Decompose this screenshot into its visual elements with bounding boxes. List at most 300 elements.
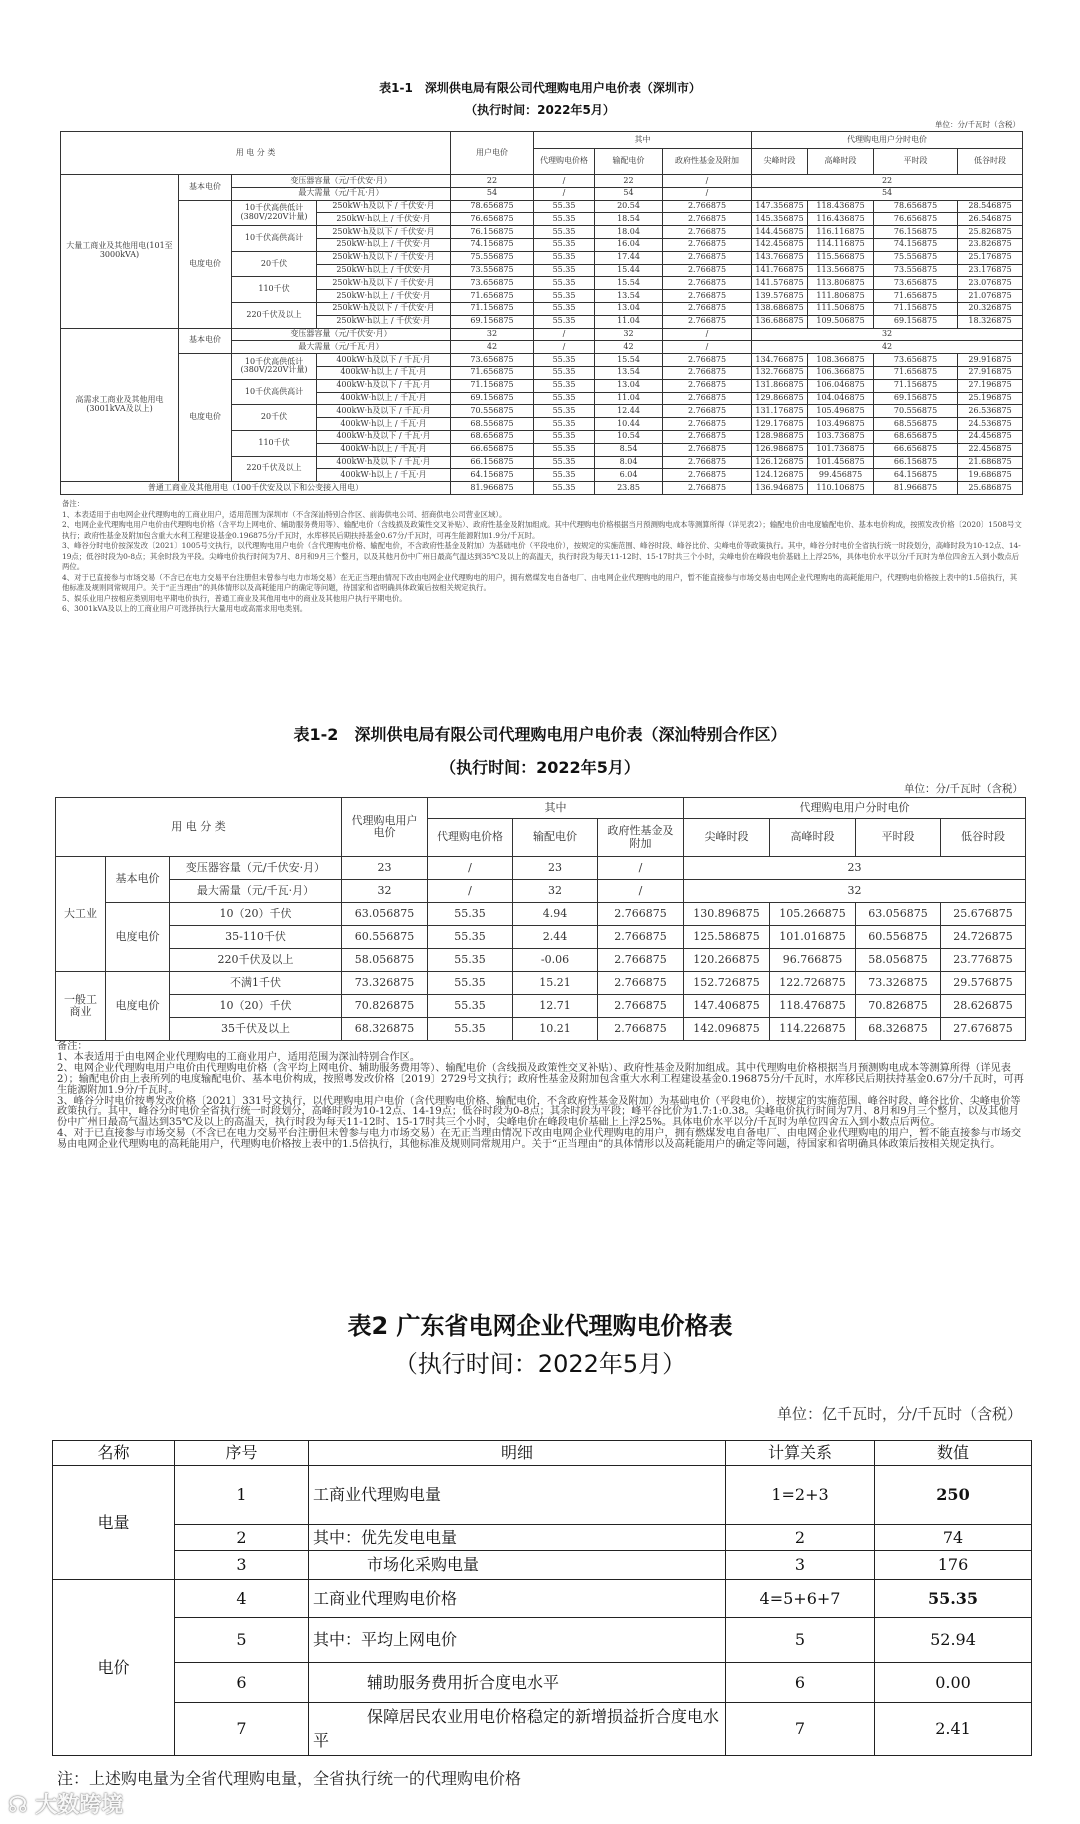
- tier-label: 250kW·h及以下 / 千伏安·月: [317, 200, 451, 213]
- row-detail: 其中：优先发电电量: [309, 1525, 726, 1551]
- table-row: [53, 1703, 1032, 1756]
- tou-price: 54: [752, 187, 1023, 200]
- watermark-icon: ☊: [8, 1793, 36, 1818]
- peak-price: 104.046875: [808, 392, 874, 405]
- peak-price: 116.116875: [808, 226, 874, 239]
- flat-price: 68.556875: [874, 418, 958, 431]
- basic-item-label: 变压器容量（元/千伏安·月）: [232, 328, 451, 341]
- row-number: 7: [175, 1703, 309, 1756]
- row-value: 55.35: [875, 1580, 1032, 1618]
- row-number: 3: [175, 1551, 309, 1580]
- energy-price-label: 电度电价: [106, 972, 170, 1041]
- agent-price: /: [534, 175, 595, 188]
- sharp-peak-price: 129.176875: [752, 418, 808, 431]
- table-1-1: [60, 131, 1023, 495]
- gov-fund: 2.766875: [663, 405, 752, 418]
- agent-price: 55.35: [534, 213, 595, 226]
- note-line: 2、电网企业代理购电用户电价由代理购电价格（含平均上网电价、辅助服务费用等）、输配电价（含线损及政策性交叉补贴）、政府性基金及附加组成。其中代理购电价格根据当月预测购电成本等测算所得（详见表2）；输配电价由上表所列的电度输配电价、基本电价构成，按照粤发改价格〔2019〕2729号文执行；政府性基金及附加包含重大水利工程建设基金0.196875分/千瓦时，水库移民后期扶持基金0.67分/千瓦时，可再生能源附加1.9分/千瓦时。: [57, 1062, 1024, 1096]
- transmission-price: 4.94: [513, 903, 598, 926]
- sharp-peak-price: 136.946875: [752, 482, 808, 495]
- voltage-label: 220千伏及以上: [232, 456, 317, 482]
- header-tou-group: 代理购电用户分时电价: [684, 798, 1026, 819]
- table-2-unit: 单位：亿千瓦时，分/千瓦时（含税）: [776, 1405, 1022, 1423]
- table-row: [61, 354, 1023, 367]
- valley-price: 27.916875: [958, 366, 1023, 379]
- header-gov-fund: 政府性基金及附加: [598, 819, 684, 857]
- user-price: 42: [451, 341, 534, 354]
- sharp-peak-price: 120.266875: [684, 949, 770, 972]
- watermark-logo: [8, 1788, 123, 1819]
- voltage-label: 10千伏高供低计 (380V/220V计量): [232, 354, 317, 380]
- row-calc: 7: [726, 1703, 875, 1756]
- row-calc: 4=5+6+7: [726, 1580, 875, 1618]
- tier-label: 250kW·h以上 / 千伏安·月: [317, 213, 451, 226]
- peak-price: 114.116875: [808, 238, 874, 251]
- tou-price: 42: [752, 341, 1023, 354]
- agent-price: 55.35: [534, 366, 595, 379]
- transmission-price: 6.04: [595, 469, 663, 482]
- valley-price: 26.546875: [958, 213, 1023, 226]
- table-row: [53, 1618, 1032, 1663]
- sharp-peak-price: 131.176875: [752, 405, 808, 418]
- valley-price: 23.776875: [941, 949, 1026, 972]
- peak-price: 111.506875: [808, 302, 874, 315]
- user-price: 68.326875: [342, 1018, 428, 1041]
- gov-fund: 2.766875: [663, 226, 752, 239]
- sharp-peak-price: 128.986875: [752, 430, 808, 443]
- row-value: 250: [875, 1466, 1032, 1525]
- tou-price: 23: [684, 857, 1026, 880]
- peak-price: 113.566875: [808, 264, 874, 277]
- watermark-text: 大数跨境: [35, 1793, 124, 1818]
- sharp-peak-price: 134.766875: [752, 354, 808, 367]
- gov-fund: 2.766875: [663, 302, 752, 315]
- gov-fund: 2.766875: [663, 482, 752, 495]
- tier-label: 250kW·h以上 / 千伏安·月: [317, 238, 451, 251]
- header-sharp-peak: 尖峰时段: [684, 819, 770, 857]
- gov-fund: 2.766875: [663, 277, 752, 290]
- basic-item-label: 变压器容量（元/千伏安·月）: [232, 175, 451, 188]
- peak-price: 96.766875: [770, 949, 856, 972]
- table-row: [56, 926, 1026, 949]
- sharp-peak-price: 142.096875: [684, 1018, 770, 1041]
- flat-price: 71.656875: [874, 290, 958, 303]
- valley-price: 24.536875: [958, 418, 1023, 431]
- user-price: 75.556875: [451, 251, 534, 264]
- note-line: 4、对于已直接参与市场交易（不含已在电力交易平台注册但未曾参与电力市场交易）在无正当理由情况下改由电网企业代理购电的用户，拥有燃煤发电自备电厂、由电网企业代理购电的用户，暂不能直接参与市场交易由电网企业代理购电的高耗能用户，代理购电价格按上表中的1.5倍执行，其他标准及规则同常规用户。关于“正当理由”的具体情形以及高耗能用户的确定等问题，待国家和省明确具体政策后按相关规定执行。: [57, 1128, 1022, 1151]
- row-detail: 工商业代理购电量: [309, 1466, 726, 1525]
- basic-price-label: 基本电价: [179, 328, 232, 354]
- table-1-2-unit: 单位：分/千瓦时（含税）: [903, 783, 1023, 795]
- valley-price: 26.536875: [958, 405, 1023, 418]
- basic-item-label: 最大需量（元/千瓦·月）: [232, 187, 451, 200]
- voltage-label: 110千伏: [232, 277, 317, 303]
- tier-label: 400kW·h以上 / 千瓦·月: [317, 443, 451, 456]
- transmission-price: 18.04: [595, 226, 663, 239]
- user-price: 74.156875: [451, 238, 534, 251]
- flat-price: 76.656875: [874, 213, 958, 226]
- gov-fund: 2.766875: [663, 469, 752, 482]
- sharp-peak-price: 143.766875: [752, 251, 808, 264]
- transmission-price: 32: [595, 328, 663, 341]
- user-price: 73.656875: [451, 354, 534, 367]
- gov-fund: /: [663, 175, 752, 188]
- table-row: [53, 1551, 1032, 1580]
- flat-price: 66.656875: [874, 443, 958, 456]
- flat-price: 66.156875: [874, 456, 958, 469]
- voltage-label: 220千伏及以上: [170, 949, 342, 972]
- flat-price: 71.156875: [874, 302, 958, 315]
- transmission-price: 13.04: [595, 302, 663, 315]
- header-detail: 明细: [309, 1441, 726, 1466]
- flat-price: 68.656875: [874, 430, 958, 443]
- peak-price: 108.366875: [808, 354, 874, 367]
- gov-fund: /: [598, 880, 684, 903]
- tou-price: 32: [684, 880, 1026, 903]
- row-number: 6: [175, 1663, 309, 1703]
- agent-price: 55.35: [534, 418, 595, 431]
- agent-price: 55.35: [534, 277, 595, 290]
- note-line: 2、电网企业代理购电用户电价由代理购电价格（含平均上网电价、辅助服务费用等）、输配电价（含线损及政策性交叉补贴）、政府性基金及附加组成。其中代理购电价格根据当月预测购电成本等测算所得（详见表2）；输配电价由电度输配电价、基本电价构成，按照发改价格〔2020〕1508号文执行；政府性基金及附加包含重大水利工程建设基金0.196875分/千瓦时，水库移民后期扶持基金0.67分/千瓦时，可再生能源附加1.9分/千瓦时。: [62, 520, 1022, 540]
- flat-price: 73.326875: [856, 972, 941, 995]
- user-price: 68.556875: [451, 418, 534, 431]
- row-calc: 3: [726, 1551, 875, 1580]
- flat-price: 74.156875: [874, 238, 958, 251]
- table-row: [61, 328, 1023, 341]
- peak-price: 106.366875: [808, 366, 874, 379]
- row-detail: 市场化采购电量: [309, 1551, 726, 1580]
- gov-fund: 2.766875: [663, 200, 752, 213]
- tou-price: 22: [752, 175, 1023, 188]
- transmission-price: 17.44: [595, 251, 663, 264]
- tier-label: 250kW·h以上 / 千伏安·月: [317, 290, 451, 303]
- gov-fund: 2.766875: [663, 213, 752, 226]
- user-price: 66.656875: [451, 443, 534, 456]
- gov-fund: 2.766875: [663, 418, 752, 431]
- energy-price-label: 电度电价: [179, 200, 232, 328]
- header-peak: 高峰时段: [808, 149, 874, 175]
- row-calc: 2: [726, 1525, 875, 1551]
- transmission-price: 54: [595, 187, 663, 200]
- valley-price: 25.196875: [958, 392, 1023, 405]
- user-price: 69.156875: [451, 315, 534, 328]
- sharp-peak-price: 125.586875: [684, 926, 770, 949]
- flat-price: 71.156875: [874, 379, 958, 392]
- table-row: [61, 175, 1023, 188]
- table-1-2: [55, 797, 1026, 1041]
- peak-price: 113.806875: [808, 277, 874, 290]
- gov-fund: 2.766875: [598, 995, 684, 1018]
- transmission-price: 18.54: [595, 213, 663, 226]
- gov-fund: /: [663, 341, 752, 354]
- row-value: 52.94: [875, 1618, 1032, 1663]
- table-2: [52, 1440, 1032, 1756]
- user-group-label: 一般工 商业: [56, 972, 106, 1041]
- table-1-2-subtitle: （执行时间：2022年5月）: [440, 758, 640, 777]
- header-value: 数值: [875, 1441, 1032, 1466]
- agent-price: 55.35: [534, 392, 595, 405]
- gov-fund: 2.766875: [663, 392, 752, 405]
- table-row: [56, 995, 1026, 1018]
- gov-fund: 2.766875: [663, 430, 752, 443]
- user-price: 76.656875: [451, 213, 534, 226]
- flat-price: 70.556875: [874, 405, 958, 418]
- agent-price: 55.35: [534, 379, 595, 392]
- header-gov-fund: 政府性基金及附加: [663, 149, 752, 175]
- row-number: 2: [175, 1525, 309, 1551]
- basic-item-label: 变压器容量（元/千伏安·月）: [170, 857, 342, 880]
- valley-price: 18.326875: [958, 315, 1023, 328]
- transmission-price: 12.71: [513, 995, 598, 1018]
- transmission-price: -0.06: [513, 949, 598, 972]
- row-value: 2.41: [875, 1703, 1032, 1756]
- header-valley: 低谷时段: [958, 149, 1023, 175]
- agent-price: 55.35: [534, 456, 595, 469]
- row-number: 5: [175, 1618, 309, 1663]
- header-transmission-price: 输配电价: [513, 819, 598, 857]
- voltage-label: 10千伏高供低计 (380V/220V计量): [232, 200, 317, 226]
- sharp-peak-price: 142.456875: [752, 238, 808, 251]
- header-flat: 平时段: [856, 819, 941, 857]
- gov-fund: /: [663, 187, 752, 200]
- user-group-label: 高需求工商业及其他用电 (3001kVA及以上): [61, 328, 179, 482]
- peak-price: 99.456875: [808, 469, 874, 482]
- voltage-label: 10千伏高供高计: [232, 379, 317, 405]
- table-row: [56, 972, 1026, 995]
- user-price: 78.656875: [451, 200, 534, 213]
- user-price: 76.156875: [451, 226, 534, 239]
- general-user-label: 普通工商业及其他用电（100千伏安及以下和公变接入用电）: [61, 482, 451, 495]
- tou-price: 32: [752, 328, 1023, 341]
- user-price: 23: [342, 857, 428, 880]
- transmission-price: 15.21: [513, 972, 598, 995]
- valley-price: 24.456875: [958, 430, 1023, 443]
- transmission-price: 8.54: [595, 443, 663, 456]
- transmission-price: 8.04: [595, 456, 663, 469]
- category-label: 电价: [53, 1580, 175, 1756]
- valley-price: 29.576875: [941, 972, 1026, 995]
- note-line: 1、本表适用于由电网企业代理购电的工商业用户，适用范围为深汕特别合作区。: [57, 1051, 421, 1063]
- gov-fund: 2.766875: [663, 315, 752, 328]
- user-price: 66.156875: [451, 456, 534, 469]
- voltage-label: 不满1千伏: [170, 972, 342, 995]
- valley-price: 23.176875: [958, 264, 1023, 277]
- table-row: [61, 200, 1023, 213]
- peak-price: 101.016875: [770, 926, 856, 949]
- energy-price-label: 电度电价: [106, 903, 170, 972]
- row-number: 4: [175, 1580, 309, 1618]
- basic-item-label: 最大需量（元/千瓦·月）: [170, 880, 342, 903]
- gov-fund: 2.766875: [598, 972, 684, 995]
- transmission-price: 23: [513, 857, 598, 880]
- transmission-price: 13.54: [595, 366, 663, 379]
- valley-price: 23.826875: [958, 238, 1023, 251]
- peak-price: 116.436875: [808, 213, 874, 226]
- valley-price: 22.456875: [958, 443, 1023, 456]
- header-agent-price: 代理购电价格: [428, 819, 513, 857]
- user-price: 73.326875: [342, 972, 428, 995]
- user-price: 60.556875: [342, 926, 428, 949]
- note-line: 3、峰谷分时电价按粤发改价格〔2021〕331号文执行，以代理购电用户电价（含代理购电价格、输配电价，不含政府性基金及附加）为基础电价（平段电价），按规定的实施范围、峰谷时段、峰谷比价、尖峰电价等政策执行。其中，峰谷分时电价全省执行统一时段划分，高峰时段为10-12点、14-19点；低谷时段为0-8点；其余时段为平段；峰平谷比价为1.7:1:0.38。尖峰电价执行时间为7月、8月和9月三个整月，以及其他月份中广州日最高气温达到35℃及以上的高温天，执行时段为每天11-12时、15-17时共三个小时，尖峰电价在峰段电价基础上上浮25%。具体电价水平以分/千瓦时为单位四舍五入到小数点后两位。: [57, 1095, 1021, 1129]
- note-line: 备注：: [57, 1041, 88, 1052]
- note-line: 6、3001kVA及以上的工商业用户可选择执行大量用电或高需求用电类别。: [62, 604, 308, 613]
- table-row: [61, 482, 1023, 495]
- row-calc: 1=2+3: [726, 1466, 875, 1525]
- row-calc: 6: [726, 1663, 875, 1703]
- table-row: [56, 880, 1026, 903]
- table-1-2-notes: [57, 1042, 1025, 1151]
- sharp-peak-price: 131.866875: [752, 379, 808, 392]
- basic-item-label: 最大需量（元/千瓦·月）: [232, 341, 451, 354]
- voltage-label: 35-110千伏: [170, 926, 342, 949]
- voltage-label: 35千伏及以上: [170, 1018, 342, 1041]
- gov-fund: 2.766875: [663, 251, 752, 264]
- note-line: 1、本表适用于由电网企业代理购电的工商业用户，适用范围为深圳市（不含深汕特别合作区、前海供电公司、招商供电公司营业区域）。: [62, 509, 507, 519]
- sharp-peak-price: 132.766875: [752, 366, 808, 379]
- user-price: 22: [451, 175, 534, 188]
- table-2-title: 表2 广东省电网企业代理购电价格表: [347, 1312, 733, 1340]
- sharp-peak-price: 152.726875: [684, 972, 770, 995]
- energy-price-label: 电度电价: [179, 354, 232, 482]
- peak-price: 105.496875: [808, 405, 874, 418]
- table-1-2-title: 表1-2 深圳供电局有限公司代理购电用户电价表（深汕特别合作区）: [293, 725, 787, 744]
- peak-price: 103.736875: [808, 430, 874, 443]
- row-detail: 工商业代理购电价格: [309, 1580, 726, 1618]
- valley-price: 25.826875: [958, 226, 1023, 239]
- peak-price: 122.726875: [770, 972, 856, 995]
- header-transmission-price: 输配电价: [595, 149, 663, 175]
- flat-price: 81.966875: [874, 482, 958, 495]
- sharp-peak-price: 126.126875: [752, 456, 808, 469]
- header-category: 用 电 分 类: [56, 798, 342, 857]
- gov-fund: 2.766875: [663, 456, 752, 469]
- agent-price: 55.35: [534, 482, 595, 495]
- agent-price: 55.35: [534, 238, 595, 251]
- agent-price: /: [534, 187, 595, 200]
- agent-price: 55.35: [534, 200, 595, 213]
- voltage-label: 20千伏: [232, 405, 317, 431]
- user-price: 81.966875: [451, 482, 534, 495]
- flat-price: 78.656875: [874, 200, 958, 213]
- table-row: [56, 949, 1026, 972]
- gov-fund: 2.766875: [663, 238, 752, 251]
- tier-label: 250kW·h及以下 / 千伏安·月: [317, 302, 451, 315]
- user-price: 63.056875: [342, 903, 428, 926]
- flat-price: 69.156875: [874, 392, 958, 405]
- valley-price: 20.326875: [958, 302, 1023, 315]
- sharp-peak-price: 147.356875: [752, 200, 808, 213]
- sharp-peak-price: 136.686875: [752, 315, 808, 328]
- peak-price: 111.806875: [808, 290, 874, 303]
- agent-price: 55.35: [534, 469, 595, 482]
- transmission-price: 32: [513, 880, 598, 903]
- sharp-peak-price: 145.356875: [752, 213, 808, 226]
- flat-price: 64.156875: [874, 469, 958, 482]
- transmission-price: 10.44: [595, 418, 663, 431]
- table-row: [53, 1466, 1032, 1525]
- peak-price: 110.106875: [808, 482, 874, 495]
- row-detail: 保障居民农业用电价格稳定的新增损益折合度电水平: [309, 1703, 726, 1756]
- gov-fund: 2.766875: [663, 366, 752, 379]
- agent-price: 55.35: [428, 1018, 513, 1041]
- basic-price-label: 基本电价: [106, 857, 170, 903]
- category-label: 电量: [53, 1466, 175, 1580]
- agent-price: 55.35: [428, 903, 513, 926]
- sharp-peak-price: 139.576875: [752, 290, 808, 303]
- sharp-peak-price: 141.576875: [752, 277, 808, 290]
- row-number: 1: [175, 1466, 309, 1525]
- agent-price: 55.35: [428, 926, 513, 949]
- user-price: 54: [451, 187, 534, 200]
- agent-price: 55.35: [534, 290, 595, 303]
- tier-label: 250kW·h以上 / 千伏安·月: [317, 315, 451, 328]
- valley-price: 28.626875: [941, 995, 1026, 1018]
- transmission-price: 16.04: [595, 238, 663, 251]
- transmission-price: 13.54: [595, 290, 663, 303]
- user-price: 71.156875: [451, 379, 534, 392]
- tier-label: 400kW·h及以下 / 千瓦·月: [317, 405, 451, 418]
- note-line: 4、对于已直接参与市场交易（不含已在电力交易平台注册但未曾参与电力市场交易）在无正当理由情况下改由电网企业代理购电的用户，拥有燃煤发电自备电厂、由电网企业代理购电的用户，暂不能直接参与市场交易由电网企业代理购电的高耗能用户，代理购电价格按上表中的1.5倍执行，其他标准及规则同常规用户。关于“正当理由”的具体情形以及高耗能用户的确定等问题，待国家和省明确具体政策后按相关规定执行。: [62, 572, 1018, 592]
- valley-price: 25.676875: [941, 903, 1026, 926]
- flat-price: 73.556875: [874, 264, 958, 277]
- flat-price: 60.556875: [856, 926, 941, 949]
- transmission-price: 12.44: [595, 405, 663, 418]
- header-user-price: 用户电价: [451, 132, 534, 175]
- flat-price: 73.656875: [874, 277, 958, 290]
- peak-price: 101.456875: [808, 456, 874, 469]
- agent-price: 55.35: [534, 405, 595, 418]
- user-price: 73.656875: [451, 277, 534, 290]
- sharp-peak-price: 124.126875: [752, 469, 808, 482]
- agent-price: 55.35: [534, 264, 595, 277]
- transmission-price: 20.54: [595, 200, 663, 213]
- tier-label: 400kW·h及以下 / 千瓦·月: [317, 430, 451, 443]
- valley-price: 19.686875: [958, 469, 1023, 482]
- user-price: 68.656875: [451, 430, 534, 443]
- gov-fund: 2.766875: [598, 926, 684, 949]
- table-row: [53, 1580, 1032, 1618]
- valley-price: 25.176875: [958, 251, 1023, 264]
- transmission-price: 23.85: [595, 482, 663, 495]
- flat-price: 63.056875: [856, 903, 941, 926]
- gov-fund: 2.766875: [663, 443, 752, 456]
- valley-price: 21.076875: [958, 290, 1023, 303]
- tier-label: 400kW·h及以下 / 千瓦·月: [317, 354, 451, 367]
- transmission-price: 15.54: [595, 277, 663, 290]
- gov-fund: 2.766875: [663, 264, 752, 277]
- table-row: [56, 903, 1026, 926]
- valley-price: 28.546875: [958, 200, 1023, 213]
- peak-price: 118.436875: [808, 200, 874, 213]
- flat-price: 70.826875: [856, 995, 941, 1018]
- transmission-price: 11.04: [595, 315, 663, 328]
- table-2-subtitle: （执行时间：2022年5月）: [393, 1350, 687, 1378]
- transmission-price: 15.54: [595, 354, 663, 367]
- agent-price: /: [428, 880, 513, 903]
- user-price: 64.156875: [451, 469, 534, 482]
- table-1-1-notes: [62, 499, 1022, 615]
- gov-fund: 2.766875: [663, 354, 752, 367]
- user-price: 70.556875: [451, 405, 534, 418]
- peak-price: 101.736875: [808, 443, 874, 456]
- header-name: 名称: [53, 1441, 175, 1466]
- voltage-label: 10（20）千伏: [170, 995, 342, 1018]
- sharp-peak-price: 130.896875: [684, 903, 770, 926]
- transmission-price: 10.54: [595, 430, 663, 443]
- user-price: 71.656875: [451, 366, 534, 379]
- note-line: 3、峰谷分时电价按深发改〔2021〕1005号文执行，以代理购电用户电价（含代理购电价格、输配电价，不含政府性基金及附加）为基础电价（平段电价），按规定的实施范围、峰谷时段、峰谷比价、尖峰电价等政策执行。其中，峰谷分时电价全省执行统一时段划分，高峰时段为10-12点、14-19点；低谷时段为0-8点；其余时段为平段。尖峰电价执行时间为7月、8月和9月三个整月，以及其他月份中广州日最高气温达到35℃及以上的高温天，执行时段为每天11-12时、15-17时共三个小时，尖峰电价在峰段电价基础上上浮25%，具体电价水平以分/千瓦时为单位四舍五入到小数点后两位。: [62, 541, 1021, 571]
- agent-price: 55.35: [534, 226, 595, 239]
